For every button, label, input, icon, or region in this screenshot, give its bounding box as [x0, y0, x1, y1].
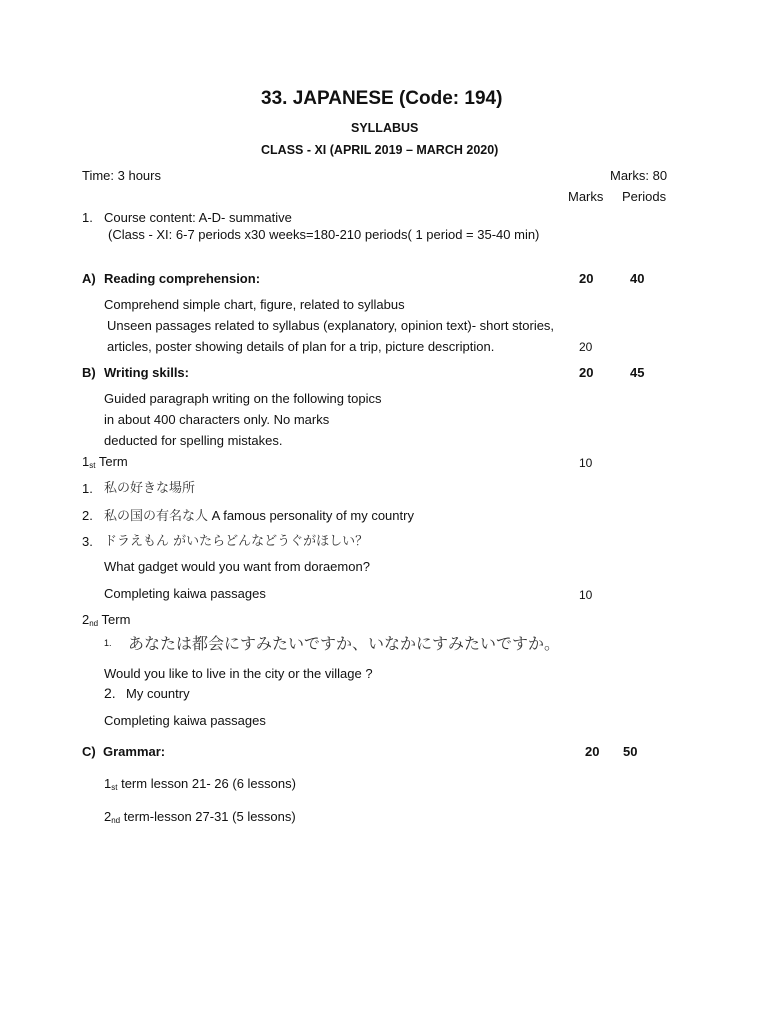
- term1-item-number: 1.: [82, 481, 93, 496]
- term2-kaiwa: Completing kaiwa passages: [104, 713, 266, 728]
- section-a-title: Reading comprehension:: [104, 271, 261, 286]
- grammar-lesson-1: 1st term lesson 21- 26 (6 lessons): [104, 776, 296, 792]
- class-heading: CLASS - XI (APRIL 2019 – MARCH 2020): [261, 143, 499, 157]
- section-b-title: Writing skills:: [104, 365, 189, 380]
- term1-kaiwa-marks: 10: [579, 588, 593, 602]
- section-c-label: C): [82, 744, 96, 759]
- term1-suffix: st: [89, 461, 96, 470]
- section-b-label: B): [82, 365, 96, 380]
- section-a-line3-marks: 20: [579, 340, 593, 354]
- section-a-periods: 40: [630, 271, 645, 286]
- section-a-line1: Comprehend simple chart, figure, related to syllabus: [104, 297, 405, 312]
- term2-item1-english: Would you like to live in the city or the village ?: [104, 666, 373, 681]
- course-title: Course content: A-D- summative: [104, 210, 292, 225]
- total-marks: Marks: 80: [610, 168, 668, 183]
- term1-word: Term: [98, 454, 128, 469]
- section-c-title: Grammar:: [103, 744, 166, 759]
- marks-column-header: Marks: [568, 189, 604, 204]
- time-label: Time: 3 hours: [82, 168, 161, 183]
- grammar-lesson-2: 2nd term-lesson 27-31 (5 lessons): [104, 809, 296, 825]
- section-a-line2: Unseen passages related to syllabus (explanatory, opinion text)- short stories,: [107, 318, 555, 333]
- term1-number: 1: [82, 454, 90, 469]
- term1-item-japanese: 私の国の有名な人: [104, 509, 209, 524]
- section-b-line2: in about 400 characters only. No marks: [104, 412, 330, 427]
- term1-marks: 10: [579, 456, 593, 470]
- term1-item-english: A famous personality of my country: [211, 508, 414, 523]
- term1-item-japanese: 私の好きな場所: [104, 481, 196, 496]
- section-b-periods: 45: [630, 365, 645, 380]
- section-b-line3: deducted for spelling mistakes.: [104, 433, 283, 448]
- section-a-marks: 20: [579, 271, 594, 286]
- term1-item-japanese: ドラえもん がいたらどんなどうぐがほしい？: [104, 534, 369, 549]
- term2-suffix: nd: [89, 619, 99, 628]
- section-a-label: A): [82, 271, 96, 286]
- term1-item-2: [104, 508, 414, 525]
- term2-number: 2: [82, 612, 90, 627]
- term1-item-number: 3.: [82, 534, 93, 549]
- section-b-marks: 20: [579, 365, 594, 380]
- term1-heading: [82, 454, 128, 472]
- term2-item1-number: 1.: [104, 638, 112, 648]
- syllabus-heading: SYLLABUS: [351, 121, 419, 135]
- term2-word: Term: [101, 612, 131, 627]
- section-b-line1: Guided paragraph writing on the following topics: [104, 391, 382, 406]
- section-a-line3: articles, poster showing details of plan for a trip, picture description.: [107, 339, 495, 354]
- term2-heading: [82, 612, 130, 630]
- term2-item2-number: 2.: [104, 685, 116, 701]
- course-detail: (Class - XI: 6-7 periods x30 weeks=180-210 periods( 1 period = 35-40 min): [108, 227, 540, 242]
- course-number: 1.: [82, 210, 93, 225]
- term1-item-number: 2.: [82, 508, 93, 523]
- term2-item2-text: My country: [126, 686, 190, 701]
- term1-question: What gadget would you want from doraemon?: [104, 559, 370, 574]
- term1-kaiwa: Completing kaiwa passages: [104, 586, 266, 601]
- term2-item1-japanese: あなたは都会にすみたいですか、いなかにすみたいですか。: [128, 634, 561, 653]
- section-c-periods: 50: [623, 744, 638, 759]
- page-title: 33. JAPANESE (Code: 194): [261, 88, 503, 109]
- section-c-marks: 20: [585, 744, 600, 759]
- periods-column-header: Periods: [622, 189, 667, 204]
